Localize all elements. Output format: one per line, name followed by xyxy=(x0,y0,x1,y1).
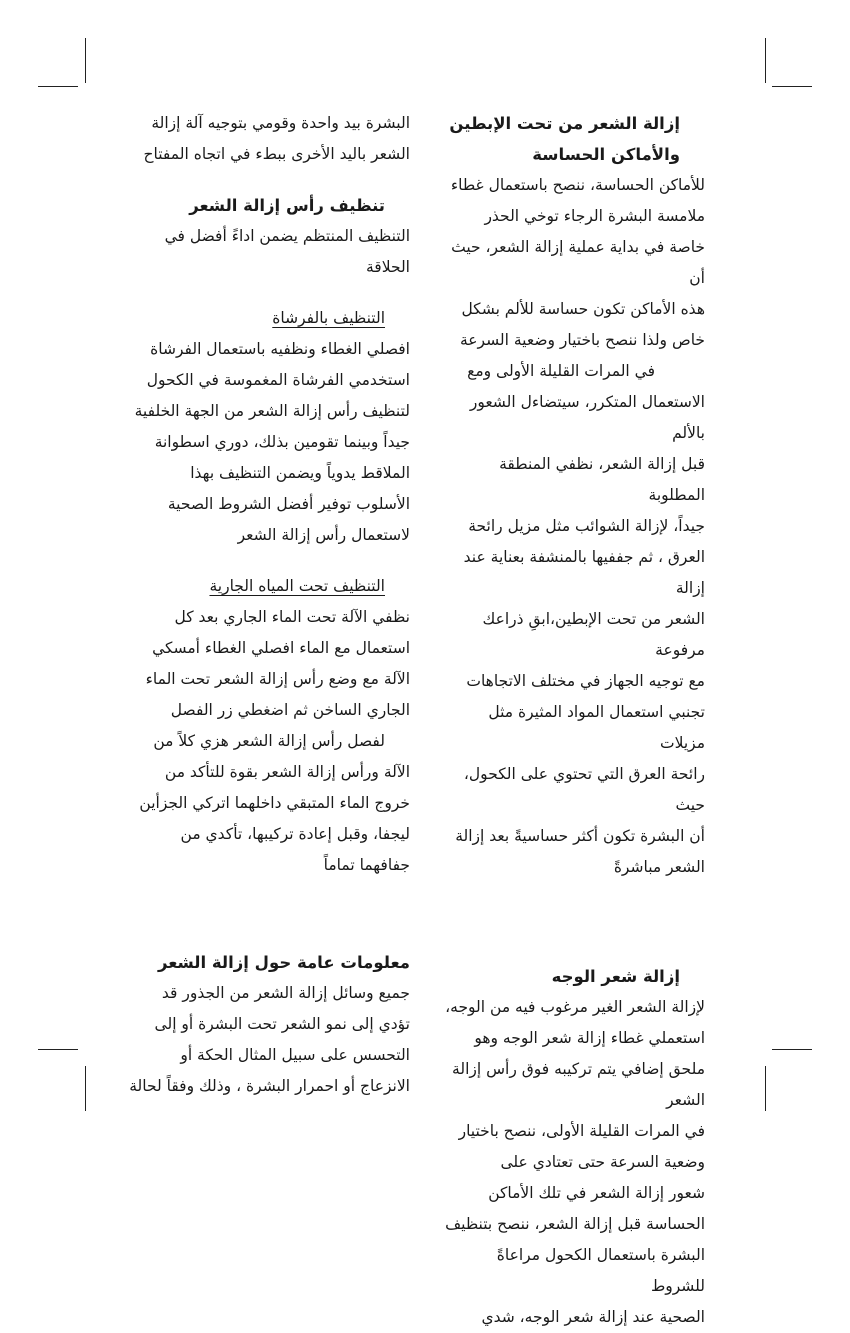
text-line: استعمال مع الماء افصلي الغطاء أمسكي xyxy=(152,639,410,657)
text-line: لاستعمال رأس إزالة الشعر xyxy=(237,526,410,544)
text-line: الجاري الساخن ثم اضغطي زر الفصل xyxy=(170,701,410,719)
crop-mark-bottom-right-h xyxy=(772,1049,812,1050)
heading-underarm-line1: إزالة الشعر من تحت الإبطين xyxy=(449,114,680,133)
text-line: خاص ولذا ننصح باختيار وضعية السرعة xyxy=(459,331,705,349)
text-line: لفصل رأس إزالة الشعر هزي كلاً من xyxy=(153,732,385,750)
text-line: الصحية عند إزالة شعر الوجه، شدي xyxy=(481,1308,705,1326)
text-line: جيداً، لإزالة الشوائب مثل مزيل رائحة xyxy=(468,517,705,535)
text-line: الحساسة قبل إزالة الشعر، ننصح بتنظيف xyxy=(445,1215,705,1233)
text-line: العرق ، ثم جففيها بالمنشفة بعناية عند إزالة xyxy=(463,548,705,597)
text-line: رائحة العرق التي تحتوي على الكحول، حيث xyxy=(463,765,705,814)
text-line: ملامسة البشرة الرجاء توخي الحذر xyxy=(484,207,705,225)
text-line: ملحق إضافي يتم تركيبه فوق رأس إزالة xyxy=(452,1060,705,1078)
left-column xyxy=(108,108,410,1102)
text-line: لتنظيف رأس إزالة الشعر من الجهة الخلفية xyxy=(134,402,410,420)
text-line: الحلاقة xyxy=(365,258,410,276)
text-line: قبل إزالة الشعر، نظفي المنطقة المطلوبة xyxy=(499,455,705,504)
crop-mark-bottom-right xyxy=(765,1066,766,1111)
crop-mark-bottom-left xyxy=(85,1066,86,1111)
text-line: الشعر من تحت الإبطين،ابقِ ذراعك مرفوعة xyxy=(482,610,705,659)
text-line: في المرات القليلة الأولى ومع xyxy=(467,362,655,380)
text-line: ليجفا، وقبل إعادة تركيبها، تأكدي من xyxy=(180,825,410,843)
text-line: للأماكن الحساسة، ننصح باستعمال غطاء xyxy=(450,176,705,194)
text-line: التنظيف المنتظم يضمن اداءً أفضل في xyxy=(164,227,410,245)
text-line: تؤدي إلى نمو الشعر تحت البشرة أو إلى xyxy=(154,1015,410,1033)
heading-underarm-line2: والأماكن الحساسة xyxy=(532,145,680,164)
text-line: استعملي غطاء إزالة شعر الوجه وهو xyxy=(474,1029,705,1047)
text-line: خاصة في بداية عملية إزالة الشعر، حيث أن xyxy=(451,238,705,287)
text-line: استخدمي الفرشاة المغموسة في الكحول xyxy=(146,371,410,389)
crop-mark-top-left xyxy=(85,38,86,83)
text-line: الأسلوب توفير أفضل الشروط الصحية xyxy=(167,495,410,513)
text-line: نظفي الآلة تحت الماء الجاري بعد كل xyxy=(174,608,410,626)
text-line: الملاقط يدوياً ويضمن التنظيف بهذا xyxy=(190,464,410,482)
heading-cleaning: تنظيف رأس إزالة الشعر xyxy=(189,196,385,215)
text-line: تجنبي استعمال المواد المثيرة مثل مزيلات xyxy=(488,703,705,752)
text-line: الاستعمال المتكرر، سيتضاءل الشعور بالألم xyxy=(469,393,705,442)
text-line: جميع وسائل إزالة الشعر من الجذور قد xyxy=(161,984,410,1002)
right-column xyxy=(440,108,705,1333)
subheading-running-water: التنظيف تحت المياه الجارية xyxy=(209,577,385,595)
text-line: وضعية السرعة حتى تعتادي على xyxy=(500,1153,705,1171)
text-line: شعور إزالة الشعر في تلك الأماكن xyxy=(488,1184,705,1202)
text-line: هذه الأماكن تكون حساسة للألم بشكل xyxy=(461,300,705,318)
text-line: الانزعاج أو احمرار البشرة ، وذلك وفقاً لحالة xyxy=(129,1077,410,1095)
crop-mark-top-right xyxy=(765,38,766,83)
text-line: خروج الماء المتبقي داخلهما اتركي الجزأين xyxy=(139,794,410,812)
text-line: الشعر مباشرةً xyxy=(613,858,705,876)
text-line: لإزالة الشعر الغير مرغوب فيه من الوجه، xyxy=(445,998,705,1016)
text-line: البشرة باستعمال الكحول مراعاةً للشروط xyxy=(496,1246,705,1295)
heading-face: إزالة شعر الوجه xyxy=(551,967,680,986)
crop-mark-top-left-h xyxy=(38,86,78,87)
text-line: افصلي الغطاء ونظفيه باستعمال الفرشاة xyxy=(150,340,410,358)
text-line: في المرات القليلة الأولى، ننصح باختيار xyxy=(458,1122,705,1140)
text-line: الشعر xyxy=(666,1091,705,1109)
text-line: الآلة مع وضع رأس إزالة الشعر تحت الماء xyxy=(145,670,410,688)
crop-mark-top-right-h xyxy=(772,86,812,87)
subheading-brush: التنظيف بالفرشاة xyxy=(272,309,385,327)
text-line: البشرة بيد واحدة وقومي بتوجيه آلة إزالة xyxy=(151,114,410,132)
text-line: أن البشرة تكون أكثر حساسيةً بعد إزالة xyxy=(455,827,705,845)
text-line: جيداً وبينما تقومين بذلك، دوري اسطوانة xyxy=(154,433,410,451)
crop-mark-bottom-left-h xyxy=(38,1049,78,1050)
text-line: التحسس على سبيل المثال الحكة أو xyxy=(180,1046,410,1064)
heading-general-info: معلومات عامة حول إزالة الشعر xyxy=(157,953,410,972)
text-line: الآلة ورأس إزالة الشعر بقوة للتأكد من xyxy=(164,763,410,781)
text-line: جفافهما تماماً xyxy=(323,856,410,874)
text-line: مع توجيه الجهاز في مختلف الاتجاهات xyxy=(466,672,705,690)
text-line: الشعر باليد الأخرى ببطء في اتجاه المفتاح xyxy=(143,145,410,163)
